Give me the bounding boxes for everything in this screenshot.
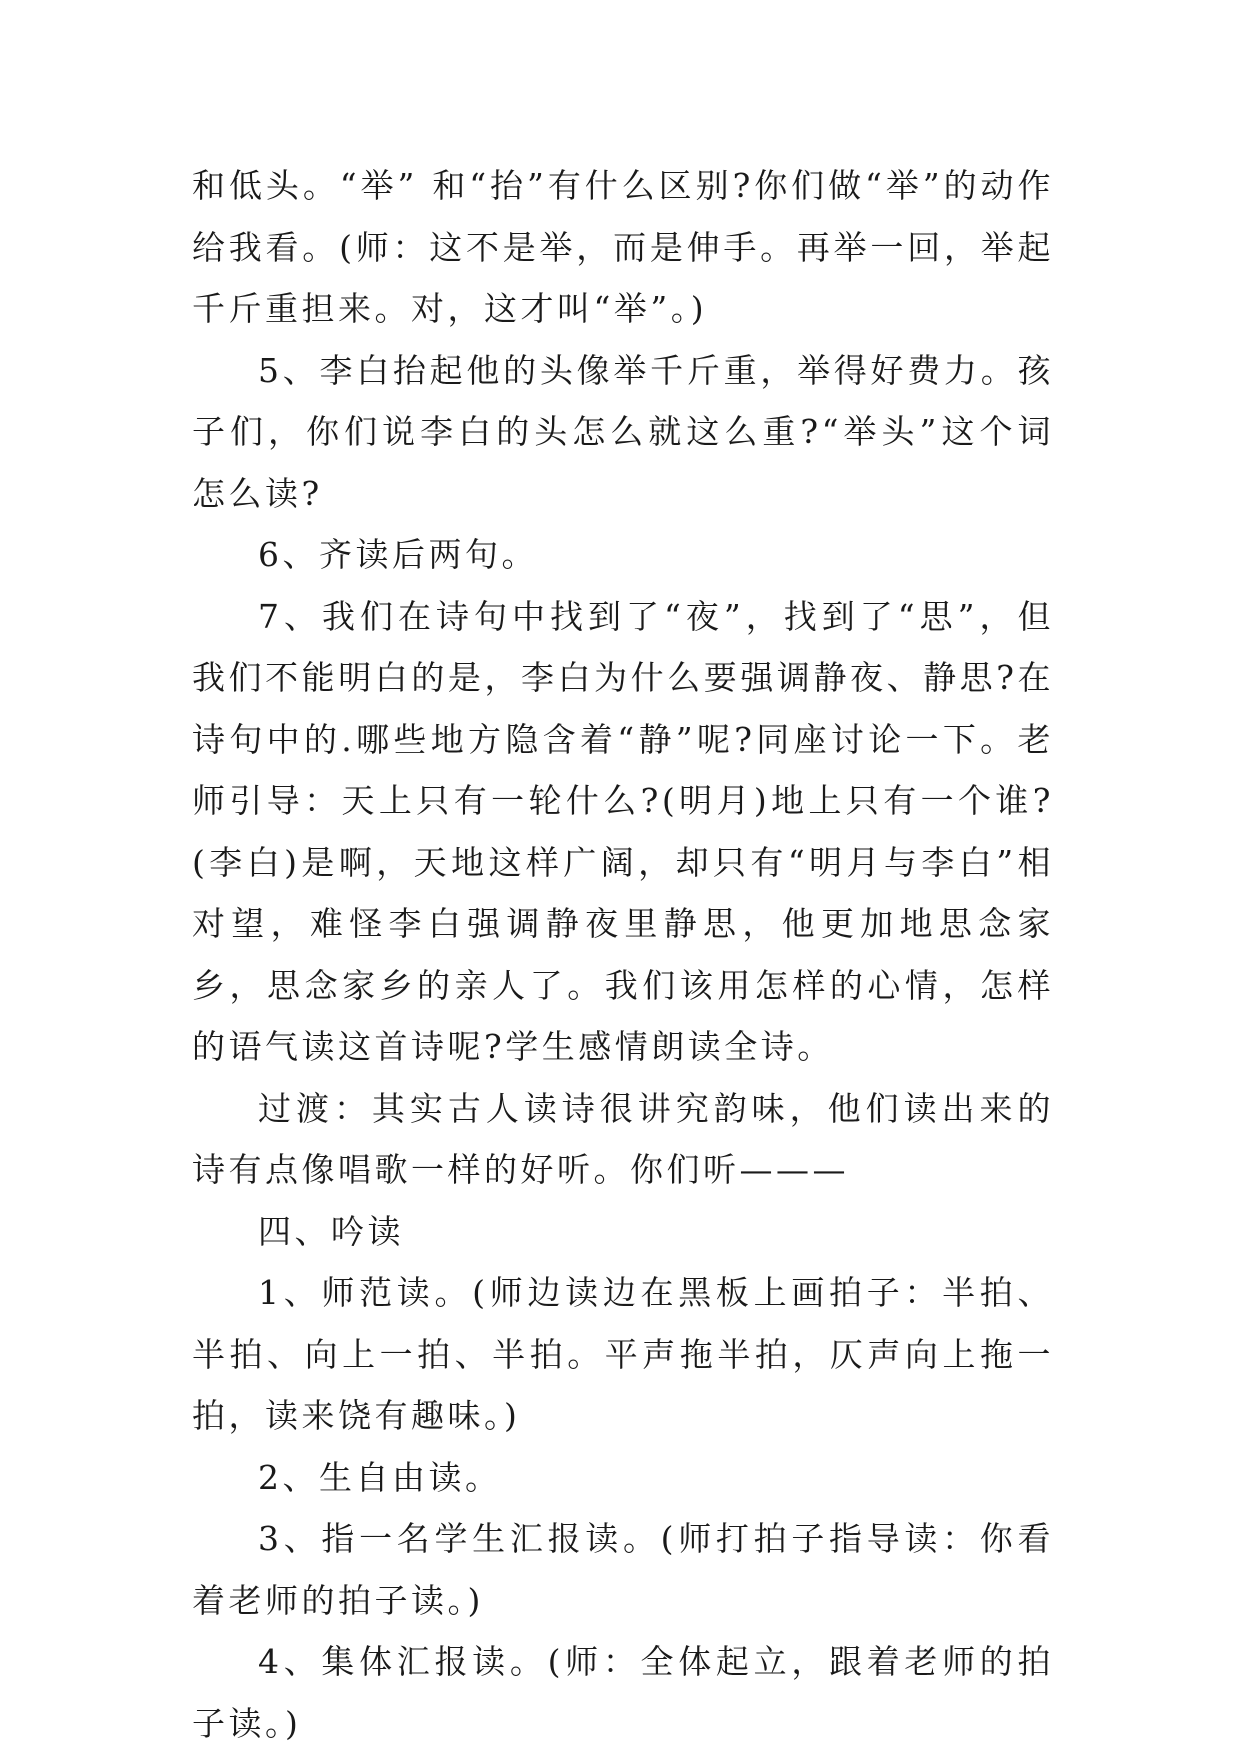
- paragraph-step-5: 5、李白抬起他的头像举千斤重，举得好费力。孩子们，你们说李白的头怎么就这么重?“举头”这个词怎么读?: [192, 350, 1054, 513]
- section-heading: 四、吟读: [258, 1211, 404, 1251]
- paragraph-sub-step-1: 1、师范读。(师边读边在黑板上画拍子：半拍、半拍、向上一拍、半拍。平声拖半拍，仄声向上拖一拍，读来饶有趣味。): [192, 1273, 1054, 1435]
- paragraph-sub-step-2: 2、生自由读。: [258, 1457, 502, 1497]
- paragraph-step-7: 7、我们在诗句中找到了“夜”，找到了“思”，但我们不能明白的是，李白为什么要强调静夜、静思?在诗句中的.哪些地方隐含着“静”呢?同座讨论一下。老师引导：天上只有一轮什么?(明月)地上只有一个谁?(李白)是啊，天地这样广阔，却只有“明月与李白”相对望，难怪李白强调静夜里静思，他更加地思念家乡，思念家乡的亲人了。我们该用怎样的心情，怎样的语气读这首诗呢?学生感情朗读全诗。: [192, 596, 1054, 1066]
- paragraph-transition: 过渡：其实古人读诗很讲究韵味，他们读出来的诗有点像唱歌一样的好听。你们听———: [192, 1088, 1054, 1189]
- paragraph-continuation: 和低头。“举” 和“抬”有什么区别?你们做“举”的动作给我看。(师：这不是举，而是伸手。再举一回，举起千斤重担来。对，这才叫“举”。): [192, 166, 1054, 328]
- paragraph-sub-step-3: 3、指一名学生汇报读。(师打拍子指导读：你看着老师的拍子读。): [192, 1519, 1054, 1620]
- paragraph-step-6: 6、齐读后两句。: [258, 535, 538, 574]
- document-body: [192, 155, 1054, 1754]
- paragraph-sub-step-4: 4、集体汇报读。(师：全体起立，跟着老师的拍子读。): [192, 1642, 1054, 1743]
